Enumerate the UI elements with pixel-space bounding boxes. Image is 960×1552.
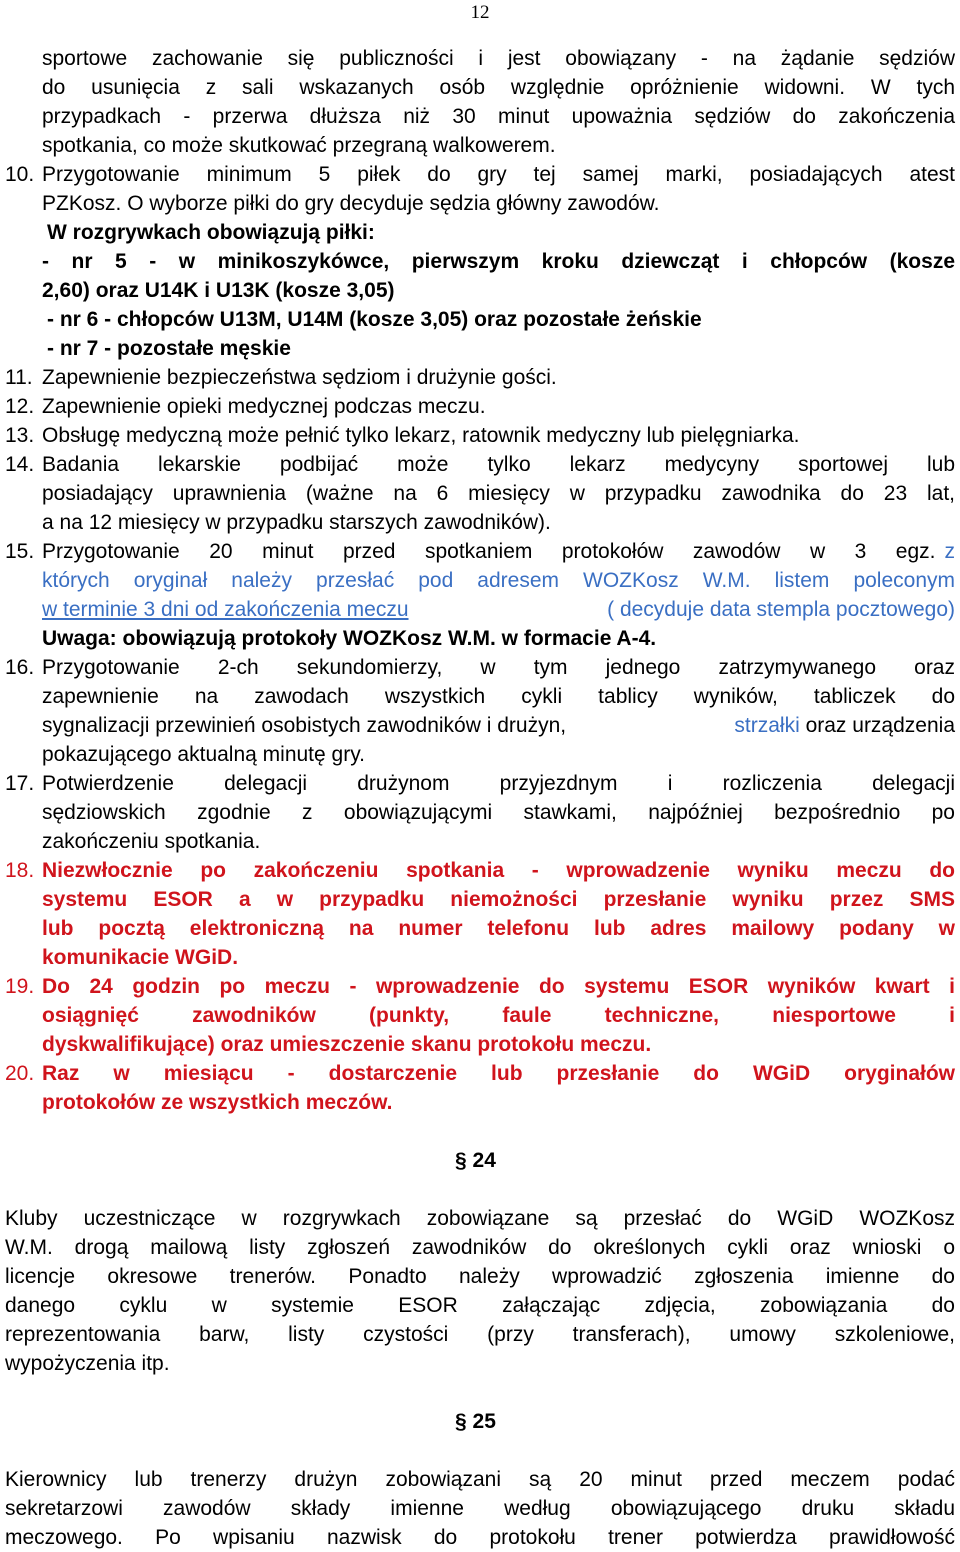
item-number: 10. xyxy=(5,163,35,186)
item16-text: oraz urządzenia xyxy=(805,714,955,737)
item-number: 11. xyxy=(5,366,33,389)
item-text: Badania lekarskie podbijać może tylko lekarz medycyny sportowej lub xyxy=(42,453,955,476)
item-text xyxy=(42,537,955,566)
item-number: 13. xyxy=(5,424,35,447)
item-text: Zapewnienie bezpieczeństwa sędziom i drużynie gości. xyxy=(42,366,557,389)
page-number: 12 xyxy=(470,2,490,23)
item-text: Przygotowanie 2-ch sekundomierzy, w tym jednego zatrzymywanego oraz xyxy=(42,656,955,679)
item-text: posiadający uprawnienia (ważne na 6 miesięcy w przypadku zawodnika do 23 lat, xyxy=(42,482,955,505)
section-heading: § 25 xyxy=(455,1410,496,1433)
item-text: systemu ESOR a w przypadku niemożności przesłanie wyniku przez SMS xyxy=(42,888,955,911)
item-text: Obsługę medyczną może pełnić tylko lekarz, ratownik medyczny lub pielęgniarka. xyxy=(42,424,800,447)
paragraph-line: wypożyczenia itp. xyxy=(5,1352,170,1375)
balls-line: - nr 7 - pozostałe męskie xyxy=(47,337,291,360)
continuation-line: sportowe zachowanie się publiczności i jest obowiązany - na żądanie sędziów xyxy=(42,47,955,70)
item-number: 20. xyxy=(5,1062,35,1085)
paragraph-line: Kierownicy lub trenerzy drużyn zobowiązani są 20 minut przed meczem podać xyxy=(5,1468,955,1491)
item-text: protokołów ze wszystkich meczów. xyxy=(42,1091,393,1114)
item-text: sędziowskich zgodnie z obowiązującymi stawkami, najpóźniej bezpośrednio po xyxy=(42,801,955,824)
item-number: 12. xyxy=(5,395,35,418)
item-text: a na 12 miesięcy w przypadku starszych zawodników). xyxy=(42,511,551,534)
paragraph-line: sekretarzowi zawodów składy imienne według obowiązującego druku składu xyxy=(5,1497,955,1520)
item15-blue-line: których oryginał należy przesłać pod adresem WOZKosz W.M. listem poleconym xyxy=(42,569,955,592)
item15-underlined-text: w terminie 3 dni od zakończenia meczu xyxy=(42,598,409,621)
balls-line: - nr 6 - chłopców U13M, U14M (kosze 3,05) oraz pozostałe żeńskie xyxy=(47,308,702,331)
item-number: 16. xyxy=(5,656,35,679)
item-number: 17. xyxy=(5,772,35,795)
item15-text: Przygotowanie 20 minut przed spotkaniem protokołów zawodów w 3 egz. xyxy=(42,540,936,563)
item-text: lub pocztą elektroniczną na numer telefonu lub adres mailowy podany w xyxy=(42,917,955,940)
item-text: PZKosz. O wyborze piłki do gry decyduje sędzia główny zawodów. xyxy=(42,192,660,215)
paragraph-line: meczowego. Po wpisaniu nazwisk do protokołu trener potwierdza prawidłowość xyxy=(5,1526,955,1549)
continuation-line: przypadkach - przerwa dłuższa niż 30 minut upoważnia sędziów do zakończenia xyxy=(42,105,955,128)
paragraph-line: W.M. drogą mailową listy zgłoszeń zawodników do określonych cykli oraz wnioski o xyxy=(5,1236,955,1259)
item16-blue-text: strzałki xyxy=(734,714,800,737)
item15-note: Uwaga: obowiązują protokoły WOZKosz W.M. w formacie A-4. xyxy=(42,627,657,650)
item-text: Raz w miesiącu - dostarczenie lub przesłanie do WGiD oryginałów xyxy=(42,1062,955,1085)
item16-text: sygnalizacji przewinień osobistych zawodników i drużyn, xyxy=(42,714,567,737)
paragraph-line: reprezentowania barw, listy czystości (przy transferach), umowy szkoleniowe, xyxy=(5,1323,955,1346)
item-number: 19. xyxy=(5,975,35,998)
balls-line: - nr 5 - w minikoszykówce, pierwszym kroku dziewcząt i chłopców (kosze xyxy=(42,250,955,273)
item16-text-group xyxy=(734,711,955,740)
item15-blue-line xyxy=(42,595,955,624)
item-text: dyskwalifikujące) oraz umieszczenie skanu protokołu meczu. xyxy=(42,1033,652,1056)
continuation-line: spotkania, co może skutkować przegraną walkowerem. xyxy=(42,134,556,157)
item-text: komunikacie WGiD. xyxy=(42,946,239,969)
item-number: 18. xyxy=(5,859,35,882)
item-text: Przygotowanie minimum 5 piłek do gry tej samej marki, posiadających atest xyxy=(42,163,955,186)
continuation-line: do usunięcia z sali wskazanych osób względnie opróżnienie widowni. W tych xyxy=(42,76,955,99)
item-text: zakończeniu spotkania. xyxy=(42,830,261,853)
paragraph-line: danego cyklu w systemie ESOR załączając zdjęcia, zobowiązania do xyxy=(5,1294,955,1317)
paragraph-line: licencje okresowe trenerów. Ponadto należy wprowadzić zgłoszenia imienne do xyxy=(5,1265,955,1288)
item15-blue-text: z xyxy=(944,540,955,563)
item-text: Potwierdzenie delegacji drużynom przyjezdnym i rozliczenia delegacji xyxy=(42,772,955,795)
balls-line: 2,60) oraz U14K i U13K (kosze 3,05) xyxy=(42,279,395,302)
item-text: zapewnienie na zawodach wszystkich cykli tablicy wyników, tabliczek do xyxy=(42,685,955,708)
item-number: 14. xyxy=(5,453,35,476)
item-text: osiągnięć zawodników (punkty, faule techniczne, niesportowe i xyxy=(42,1004,955,1027)
item-number: 15. xyxy=(5,540,35,563)
paragraph-line: Kluby uczestniczące w rozgrywkach zobowiązane są przesłać do WGiD WOZKosz xyxy=(5,1207,955,1230)
item-text: Do 24 godzin po meczu - wprowadzenie do systemu ESOR wyników kwart i xyxy=(42,975,955,998)
balls-heading: W rozgrywkach obowiązują piłki: xyxy=(47,221,375,244)
item-text xyxy=(42,711,955,740)
section-heading: § 24 xyxy=(455,1149,496,1172)
item-text: Niezwłocznie po zakończeniu spotkania - wprowadzenie wyniku meczu do xyxy=(42,859,955,882)
item-text: pokazującego aktualną minutę gry. xyxy=(42,743,365,766)
item15-stamp-note: ( decyduje data stempla pocztowego) xyxy=(607,598,955,621)
item-text: Zapewnienie opieki medycznej podczas meczu. xyxy=(42,395,486,418)
